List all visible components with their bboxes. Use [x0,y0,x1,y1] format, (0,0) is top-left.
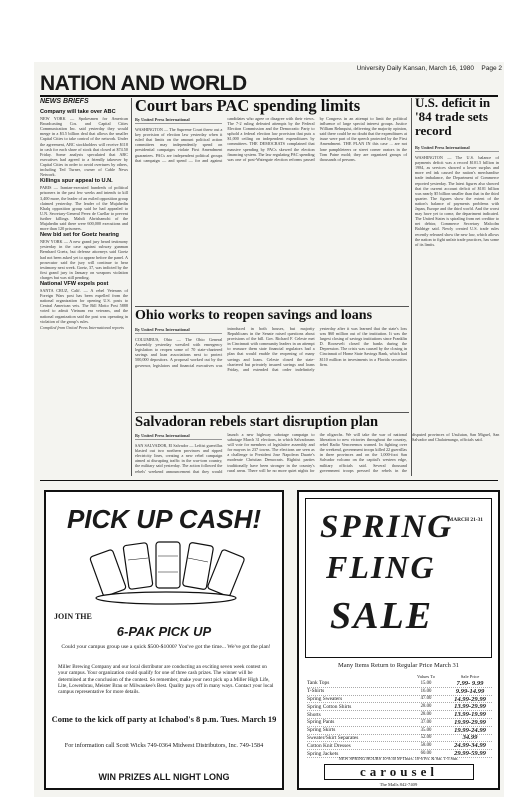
deficit-body: WASHINGTON — The U.S. balance of payments deficit was a record $101.5 billion in 1984, as services showed a lower surplus and more red ink caused the nation's merchandise trade imbalance, the Department of Commerce reported yesterday. The latest figures also showed that the current account deficit of $101 billion was nearly $5 billion smaller than that in the third quarter. The figures show the extent of the nation's balance of payments problems with Japan, Europe and the third world. And the worst may have yet to come, the department indicated. The United States is spiraling from net creditor to net debtor, Commerce Secretary Malcolm Baldrige said. Newly created U.S. trade rules recently released show the new law, which allows the nation to fight unfair trade practices, has some of its limits. [415,155,499,247]
contact-info: For information call Scott Wicks 749-0364 Midwest Distributors, Inc. 749-1584 [64,742,264,749]
sale-dates: MARCH 21-31 [448,517,483,523]
sixpak-title: 6-PAK PICK UP [116,624,212,639]
item-value: 16.00 [420,688,432,694]
brief-text: SANTA CRUZ, Calif. — A rebel Veterans of Foreign Wars post has been expelled from the national organization for opening U.S. posts to Central American vets. The Bill Motto Post 5888 voted to admit Vietnam era veterans, and the national organization said the post was operating in violation of the group's rules. [40,288,128,324]
item-name: Spring Pants [307,719,335,726]
item-value: 58.00 [420,743,432,749]
item-name: Cotton Knit Dresses [307,742,351,749]
item-value: 52.00 [420,735,432,741]
store-location: The Malls 842-7409 [379,782,418,787]
brief-headline: Killings spur appeal to U.N. [40,178,113,185]
brief-headline: New bid set for Goetz hearing [40,232,119,239]
item-sale-price: 24.99-34.99 [454,742,486,750]
column-divider [411,98,412,308]
item-value: 60.00 [420,751,432,757]
item-name: T-Shirts [307,688,325,695]
story-divider [135,306,409,307]
item-value: 37.00 [420,719,432,725]
item-name: Spring Cotton Shirts [307,703,352,710]
deficit-story [415,144,499,474]
briefs-label: NEWS BRIEFS [40,98,89,105]
item-sale-price: 14.99-29.99 [454,695,486,703]
item-sale-price: 19.99-29.99 [454,718,486,726]
price-list-header [307,674,492,679]
price-list [307,674,492,758]
ohio-body: COLUMBUS, Ohio — The Ohio General Assembly yesterday wrestled with emergency legislation to reopen some of 70 state-chartered savings and loan associations next to protect 500,000 depositors. A proposal worked out by the governor, legislators and financial executives was introduced in both houses, but majority Republicans in the Senate raised questions about provisions of the bill. Gov. Richard F. Celeste met in Cincinnati with community leaders in an attempt to reassure them state financial regulators had a plan that would enable the reopening of many savings and loans. Celeste closed the state-chartered but privately insured savings and loans Friday, and extended that order indefinitely yesterday after it was learned that the state's loss was $60 million out of the institution. It was the largest closing of savings institutions since Franklin D. Roosevelt closed the banks during the Depression. The crisis was caused by the closing in Cincinnati of Home State Savings Bank, which had $110 million in investments in a Florida securities firm. [135,326,407,372]
item-name: Spring Sweaters [307,695,343,702]
salvador-headline: Salvadoran rebels start disruption plan [135,414,379,430]
item-value: 28.00 [420,704,432,710]
brief-headline: National VFW expels post [40,281,109,287]
sale-subtitle: Many Items Return to Regular Price March 31 [337,662,460,669]
salvador-story [135,432,500,476]
briefs-credit: Compiled from United Press International reports [40,325,124,331]
item-value: 15.00 [420,680,432,686]
store-hours: NEW SPRING HOURS 10-8:30 M-Thurs. 10-6 Fri. & Sat. 1-5 Sun. [338,756,459,761]
price-list-row [307,735,492,743]
item-value: 35.00 [420,727,432,733]
item-sale-price: 34.99 [462,734,478,742]
price-list-row [307,742,492,750]
pac-story [135,116,407,304]
item-value: 47.00 [420,696,432,702]
pac-byline: By United Press International [135,117,222,124]
brief-text: NEW YORK — A new grand jury heard testimony yesterday in the case against subway gunman Bernhard Goetz, but defense attorneys said Goetz had not been asked yet to appear before the panel. A prosecutor said the jury will continue to hear testimony next week. Goetz, 37, was indicted by the first grand jury in January on weapons violation charges but was still pending. [40,239,128,280]
item-name: Spring Jackets [307,750,339,757]
item-name: Spring Skirts [307,727,336,734]
column-divider [411,308,412,476]
brief-text: PARIS — Iranian-executed hundreds of political prisoners in the past few weeks and intends to kill 3,400 more, the leader of an exiled opposition group claimed yesterday. The leader of the Mujahedin Khalq opposition group said he had appealed to U.N. Secretary-General Perez de Cuellar to prevent further killings. Mahdi Abrishamchi of the Mujahedin said there were 600,000 executions and more than 120 prisoners. [40,185,128,232]
price-list-row [307,680,492,688]
story-divider [135,412,409,413]
sale-word: SALE [330,595,434,637]
item-sale-price: 13.99-19.99 [454,711,486,719]
item-name: Shorts [307,711,321,718]
win-prizes: WIN PRIZES ALL NIGHT LONG [98,772,230,782]
pac-headline: Court bars PAC spending limits [135,96,361,115]
deficit-byline: By United Press International [415,145,499,152]
price-list-row [307,719,492,727]
paper-dateline: University Daily Kansan, March 16, 1980 [356,65,474,72]
page-number: Page 2 [481,65,502,72]
salvador-body: SAN SALVADOR, El Salvador — Leftist guerrillas blasted out two northern provinces and ripped electricity lines, creating a new rebel campaign aimed at disrupting traffic in the war-torn country, the military said yesterday. The action followed the rebels' weekend announcement that they would launch a new highway sabotage campaign to sabotage March 31 elections, in which Salvadorans will vote for members of legislative assembly and for mayors in 237 towns. The elections are seen as a challenge to President Jose Napoleon Duarte's moderate Christian Democrats. Rightist parties traditionally have been stronger in the country's rural areas. There will be no more quiet nights for the oligarchs. We will take the war of national liberation to new victories throughout the country, rebel Radio Venceremos warned. In fighting over the weekend, government troops killed 22 guerrillas in three provinces and on the 1,000-foot San Salvador volcano on the capital's western edge, military officials said. Several thousand government troops pressed the rebels in the disputed provinces of Usulutan, San Miguel, San Salvador and Chalatenango, officials said. [135,432,500,474]
column-divider [131,98,132,476]
item-sale-price: 9.99-14.99 [455,687,485,695]
deficit-headline: U.S. deficit in '84 trade sets record [415,95,491,138]
price-list-row [307,688,492,696]
price-list-row [307,711,492,719]
salvador-byline: By United Press International [135,433,222,440]
pickup-question: Could your campus group use a quick $500-$1000? You've got the time... We've got the plan! [61,644,271,650]
pickup-title: PICK UP CASH! [66,504,262,534]
sale-banner [305,498,492,658]
briefs-column [40,108,128,474]
kickoff-text: Come to the kick off party at Ichabod's 8 p.m. Tues. March 19 [51,714,277,724]
item-sale-price: 29.99-59.99 [454,750,486,758]
item-name: Tank Tops [307,680,330,687]
item-sale-price: 7.99- 9.99 [456,679,484,687]
brief-text: NEW YORK — Spokesmen for American Broadcasting Cos. and Capital Cities Communication Inc. said yesterday they would merge in a $3.5 billion deal that allows the smaller Capital Cities to take control of the network. Under the agreement, ABC stockholders will receive $118 in cash for each share of stock that closed at $74.50 Friday. Some analysts speculated that ABC executives had agreed to a friendly takeover by Capital Cities in order to avoid overtures by others, including Ted Turner, owner of Cable News Network. [40,116,128,178]
beer-cans-illustration [86,532,246,607]
pac-body: WASHINGTON — The Supreme Court threw out a key provision of election law yesterday when it ruled that limits on the amount political action committees may independently spend on presidential campaigns violate First Amendment guarantees. PACs are independent political groups that campaign — and spend — for and against candidates who agree or disagree with their views. The 7-2 ruling defeated attempts by the Federal Election Commission and the Democratic Party to uphold a federal election law provision that puts a $1,000 ceiling on independent expenditures by committees. THE DEMOCRATS complained that massive spending by PACs skewed the election financing system. The law regulating PAC spending was one of post-Watergate election reforms passed by Congress in an attempt to limit the political influence of large special interest groups. Justice William Rehnquist, delivering the majority opinion, said there could be no doubt that the expenditures at issue were part of the speech protected by the First Amendment. THE PLAN IN this case ... are not lone pamphleteers or street corner orators in the Tom Paine mold; they are organized groups of thousands of persons. [135,116,407,163]
item-sale-price: 13.99-29.99 [454,703,486,711]
price-column-header: Sale Price [460,674,480,679]
ohio-story [135,326,407,410]
item-value: 28.00 [420,712,432,718]
values-column-header: Values To [416,674,436,679]
section-title: NATION AND WORLD [40,72,247,95]
item-name: Sweater/Skirt Separates [307,734,359,741]
spring-word: SPRING [320,509,454,545]
store-logo: carousel [324,764,474,780]
join-label: JOIN THE [54,612,92,621]
ad-rule [40,480,498,481]
fling-word: FLING [326,549,436,585]
price-list-row [307,703,492,711]
price-list-row [307,727,492,735]
price-list-row [307,696,492,704]
pickup-cash-ad [44,490,284,790]
item-sale-price: 19.99-24.99 [454,726,486,734]
spring-sale-ad [297,490,500,790]
pickup-body: Miller Brewing Company and our local distributor are conducting an exciting seven week contest on your campus. Your organization could qualify for one of three cash prizes. The winner will be determined at the conclusion of the contest. So remember, make your next pick up a Miller High Life, Lite, Lowenbrau, Meister Brau or Milwaukee's Best. Quality pays off in many ways. Contact your local campus representative for more details. [58,664,274,696]
ohio-byline: By United Press International [135,327,222,334]
brief-headline: Company will take over ABC [40,109,116,115]
ohio-headline: Ohio works to reopen savings and loans [135,308,373,323]
